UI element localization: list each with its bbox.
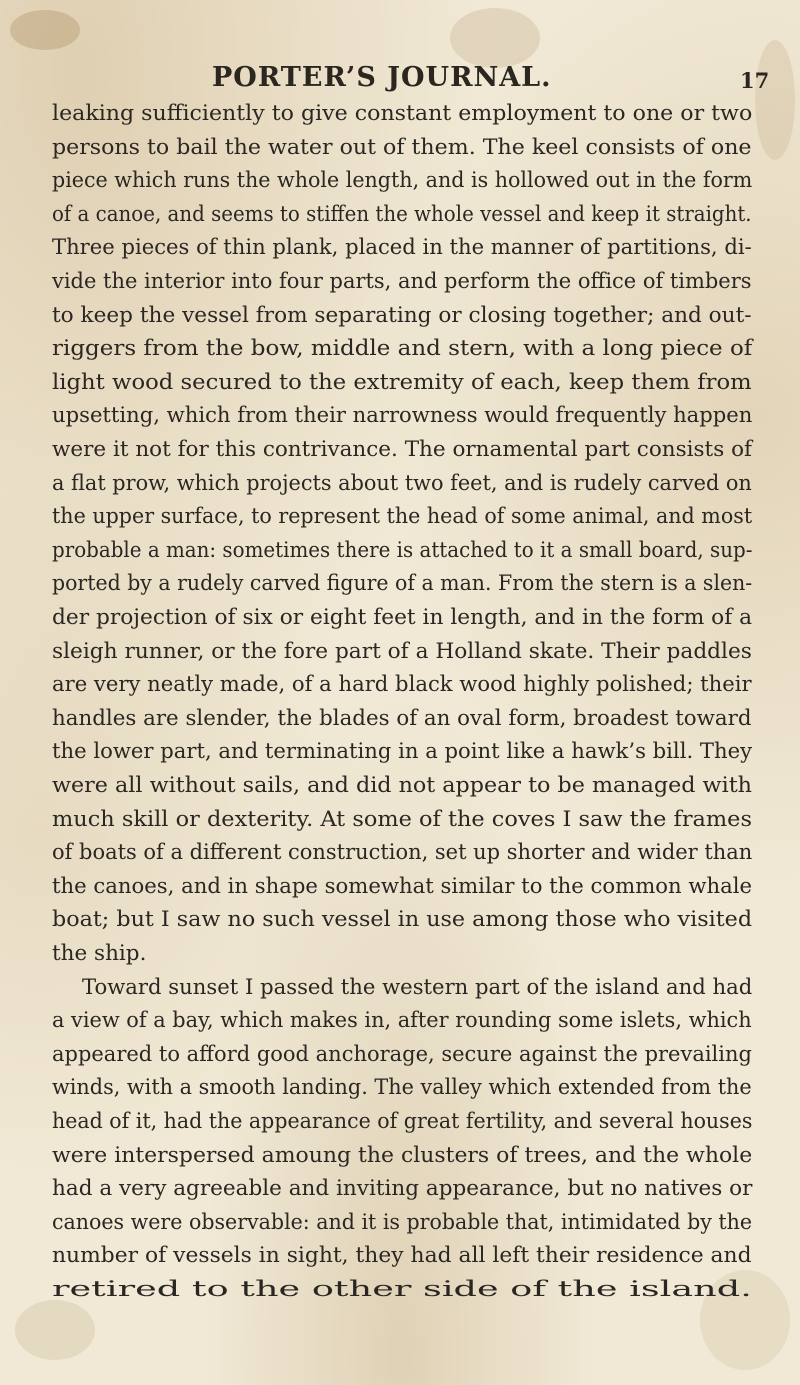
text-line: a view of a bay, which makes in, after rounding some islets, which bbox=[52, 1008, 752, 1033]
text-line: upsetting, which from their narrowness would frequently happen bbox=[52, 403, 753, 428]
text-line: the lower part, and terminating in a point like a hawk’s bill. They bbox=[52, 739, 753, 764]
text-line: handles are slender, the blades of an oval form, broadest toward bbox=[52, 706, 752, 731]
foxing-stain bbox=[450, 8, 540, 68]
foxing-stain bbox=[10, 10, 80, 50]
text-line: were all without sails, and did not appear to be managed with bbox=[52, 773, 752, 798]
text-line: a flat prow, which projects about two feet, and is rudely carved on bbox=[52, 471, 752, 496]
text-line: of a canoe, and seems to stiffen the whole vessel and keep it straight. bbox=[52, 202, 752, 227]
text-line: riggers from the bow, middle and stern, with a long piece of bbox=[52, 336, 753, 361]
text-line: number of vessels in sight, they had all left their residence and bbox=[52, 1243, 752, 1268]
text-line: head of it, had the appearance of great fertility, and several houses bbox=[52, 1109, 753, 1134]
text-line: retired to the other side of the island. bbox=[52, 1277, 752, 1302]
text-line: were it not for this contrivance. The ornamental part consists of bbox=[52, 437, 752, 462]
paragraph-first-line: Toward sunset I passed the western part of the island and had bbox=[82, 975, 753, 1000]
text-line: to keep the vessel from separating or closing together; and out- bbox=[52, 303, 752, 328]
text-line: boat; but I saw no such vessel in use among those who visited bbox=[52, 907, 753, 932]
text-line: much skill or dexterity. At some of the coves I saw the frames bbox=[52, 807, 752, 832]
text-line: piece which runs the whole length, and is hollowed out in the form bbox=[52, 168, 753, 193]
text-line: appeared to afford good anchorage, secure against the prevailing bbox=[52, 1042, 752, 1067]
text-line: leaking sufficiently to give constant employment to one or two bbox=[52, 101, 753, 126]
text-line: der projection of six or eight feet in length, and in the form of a bbox=[52, 605, 753, 630]
text-line: are very neatly made, of a hard black wood highly polished; their bbox=[52, 672, 752, 697]
text-line: sleigh runner, or the fore part of a Holland skate. Their paddles bbox=[52, 639, 752, 664]
text-line: had a very agreeable and inviting appearance, but no natives or bbox=[52, 1176, 753, 1201]
text-line: the canoes, and in shape somewhat similar to the common whale bbox=[52, 874, 753, 899]
running-head: PORTER’S JOURNAL. bbox=[212, 62, 552, 93]
text-line: the ship. bbox=[52, 941, 147, 966]
text-line: were interspersed amoung the clusters of trees, and the whole bbox=[52, 1143, 753, 1168]
page-number: 17 bbox=[740, 68, 770, 93]
text-line: of boats of a different construction, set up shorter and wider than bbox=[52, 840, 753, 865]
text-line: vide the interior into four parts, and perform the office of timbers bbox=[52, 269, 752, 294]
foxing-stain bbox=[15, 1300, 95, 1360]
text-line: persons to bail the water out of them. The keel consists of one bbox=[52, 135, 752, 160]
text-line: the upper surface, to represent the head of some animal, and most bbox=[52, 504, 753, 529]
text-line: winds, with a smooth landing. The valley which extended from the bbox=[52, 1075, 752, 1100]
text-line: ported by a rudely carved figure of a man. From the stern is a slen- bbox=[52, 571, 753, 596]
text-line: canoes were observable: and it is probable that, intimidated by the bbox=[52, 1210, 753, 1235]
text-line: Three pieces of thin plank, placed in the manner of partitions, di- bbox=[52, 235, 752, 260]
text-line: probable a man: sometimes there is attached to it a small board, sup- bbox=[52, 538, 753, 563]
page-header bbox=[0, 62, 800, 98]
text-line: light wood secured to the extremity of each, keep them from bbox=[52, 370, 752, 395]
